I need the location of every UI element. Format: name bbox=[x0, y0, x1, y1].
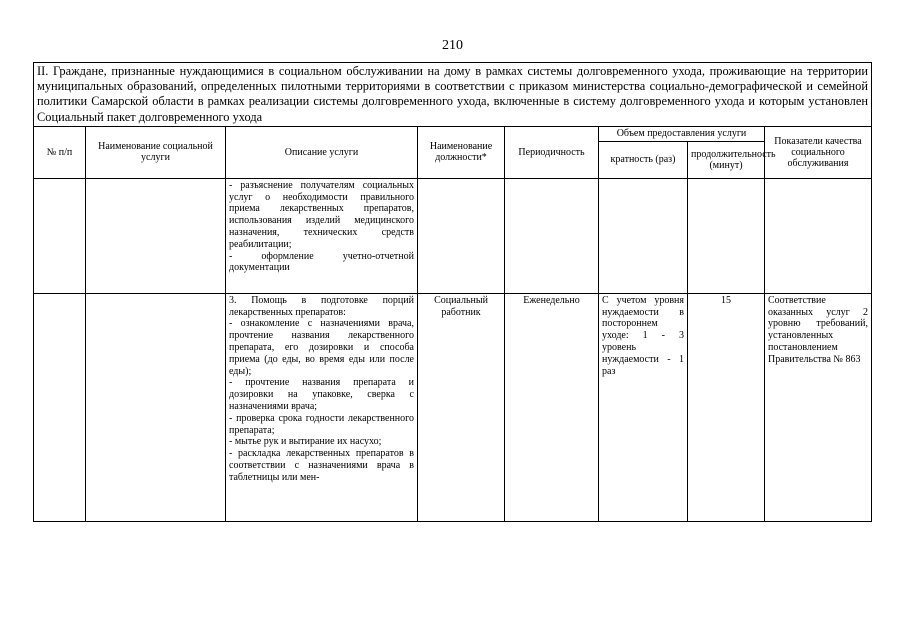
cell-service-name bbox=[86, 178, 226, 293]
cell-position bbox=[418, 178, 505, 293]
cell-periodicity bbox=[505, 178, 599, 293]
cell-quality: Соответствие оказанных услуг 2 уровню требований, установленных постановлением Правительства № 863 bbox=[765, 293, 872, 521]
cell-service-name bbox=[86, 293, 226, 521]
cell-duration bbox=[688, 178, 765, 293]
cell-frequency: С учетом уровня нуждаемости в постороннем уходе: 1 - 3 уровень нуждаемости - 1 раз bbox=[599, 293, 688, 521]
header-frequency: кратность (раз) bbox=[599, 141, 688, 178]
cell-num bbox=[34, 293, 86, 521]
header-periodicity: Периодичность bbox=[505, 126, 599, 178]
header-service-name: Наименование социальной услуги bbox=[86, 126, 226, 178]
description-line: 3. Помощь в подготовке порций лекарственных препаратов: bbox=[229, 294, 414, 318]
header-row-1 bbox=[34, 126, 872, 141]
header-position: Наименование должности* bbox=[418, 126, 505, 178]
section-heading-row bbox=[34, 63, 872, 127]
cell-position: Социальный работник bbox=[418, 293, 505, 521]
cell-num bbox=[34, 178, 86, 293]
section-heading: II. Граждане, признанные нуждающимися в социальном обслуживании на дому в рамках системы долговременного ухода, проживающие на территории муниципальных образований, определенных пилотными территориями в соответствии с приказом министерства социально-демографической и семейной политики Самарской области в рамках реализации системы долговременного ухода, включенные в систему долговременного ухода и которым установлен Социальный пакет долговременного ухода bbox=[34, 63, 872, 127]
description-line: - ознакомление с назначениями врача, прочтение названия лекарственного препарата, его дозировки и способа приема (до еды, во время еды или после еды); bbox=[229, 318, 414, 377]
header-description: Описание услуги bbox=[226, 126, 418, 178]
cell-frequency bbox=[599, 178, 688, 293]
header-volume: Объем предоставления услуги bbox=[599, 126, 765, 141]
description-line: - разъяснение получателям социальных услуг о необходимости правильного приема лекарственных препаратов, использования изделий медицинского назначения, технических средств реабилитации; bbox=[229, 179, 414, 250]
header-quality: Показатели качества социального обслуживания bbox=[765, 126, 872, 178]
cell-description bbox=[226, 178, 418, 293]
table-row bbox=[34, 178, 872, 293]
cell-description bbox=[226, 293, 418, 521]
cell-duration: 15 bbox=[688, 293, 765, 521]
cell-quality bbox=[765, 178, 872, 293]
header-duration: продолжительность (минут) bbox=[688, 141, 765, 178]
services-table bbox=[33, 62, 872, 522]
description-line: - проверка срока годности лекарственного препарата; bbox=[229, 412, 414, 436]
description-line: - оформление учетно-отчетной документации bbox=[229, 250, 414, 274]
description-line: - прочтение названия препарата и дозировки на упаковке, сверка с назначениями врача; bbox=[229, 377, 414, 412]
table-row bbox=[34, 293, 872, 521]
cell-periodicity: Еженедельно bbox=[505, 293, 599, 521]
description-line: - раскладка лекарственных препаратов в соответствии с назначениями врача в таблетницы или мен- bbox=[229, 448, 414, 483]
description-line: - мытье рук и вытирание их насухо; bbox=[229, 436, 382, 448]
header-num: № п/п bbox=[34, 126, 86, 178]
page-number: 210 bbox=[442, 38, 463, 53]
